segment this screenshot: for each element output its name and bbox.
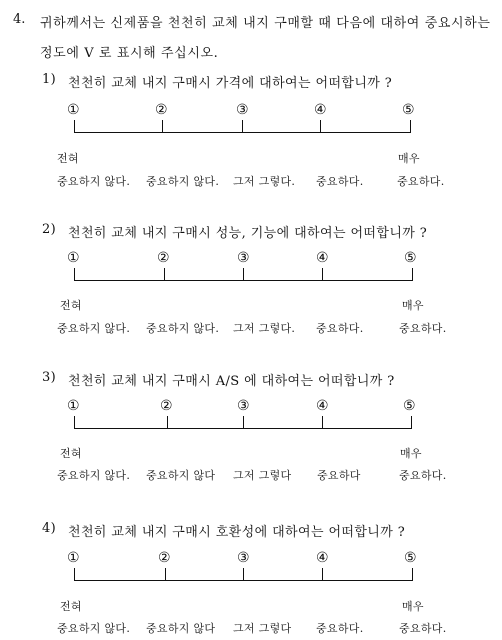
scale-tick [167,416,168,429]
anchor-right-top: 매우 [402,600,424,613]
scale-point-5[interactable]: ⑤ [404,250,417,266]
scale-tick [243,268,244,281]
question-intro-line1: 귀하께서는 신제품을 천천히 교체 내지 구매할 때 다음에 대하여 중요시하는 [40,16,491,31]
item-question: 천천히 교체 내지 구매시 A/S 에 대하여는 어떠합니까 ? [68,374,395,389]
scale-label-5: 중요하다. [399,622,447,635]
scale-tick [322,568,323,581]
item-question: 천천히 교체 내지 구매시 성능, 기능에 대하여는 어떠합니까 ? [68,226,428,241]
scale-label-1: 중요하지 않다. [57,175,131,188]
anchor-right-top: 매우 [402,299,424,312]
scale-label-5: 중요하다. [399,322,447,335]
scale-label-4: 중요하다. [316,175,364,188]
scale-point-1[interactable]: ① [67,550,80,566]
question-number: 4. [13,12,26,27]
scale-point-4[interactable]: ④ [316,550,329,566]
scale-point-4[interactable]: ④ [316,250,329,266]
scale-label-3: 그저 그렇다 [233,622,292,635]
scale-point-2[interactable]: ② [158,550,171,566]
scale-point-1[interactable]: ① [67,398,80,414]
scale-point-5[interactable]: ⑤ [403,398,416,414]
scale-label-1: 중요하지 않다. [57,622,131,635]
scale-label-3: 그저 그렇다. [233,322,296,335]
scale-point-2[interactable]: ② [155,102,168,118]
scale-label-3: 그저 그렇다. [233,175,296,188]
scale-point-5[interactable]: ⑤ [404,550,417,566]
scale-tick [74,416,75,429]
scale-point-3[interactable]: ③ [237,398,250,414]
scale-tick [164,268,165,281]
scale-label-5: 중요하다. [399,469,447,482]
scale-label-2: 중요하지 않다. [146,322,220,335]
item-number: 4) [42,521,57,536]
anchor-left-top: 전혀 [60,299,82,312]
anchor-left-top: 전혀 [60,447,82,460]
scale-tick [411,416,412,429]
scale-tick [74,568,75,581]
scale-tick [412,568,413,581]
anchor-left-top: 전혀 [57,152,79,165]
scale-label-3: 그저 그렇다 [233,469,292,482]
scale-point-2[interactable]: ② [160,398,173,414]
scale-label-2: 중요하지 않다 [146,622,216,635]
scale-tick [322,416,323,429]
scale-point-5[interactable]: ⑤ [402,102,415,118]
scale-tick [242,120,243,133]
scale-point-3[interactable]: ③ [237,550,250,566]
scale-tick [165,568,166,581]
scale-point-3[interactable]: ③ [236,102,249,118]
scale-tick [74,268,75,281]
item-number: 1) [42,72,57,87]
item-question: 천천히 교체 내지 구매시 호환성에 대하여는 어떠합니까 ? [68,525,406,540]
scale-tick [410,120,411,133]
scale-point-3[interactable]: ③ [237,250,250,266]
item-number: 2) [42,222,57,237]
scale-label-1: 중요하지 않다. [57,322,131,335]
anchor-right-top: 매우 [398,152,420,165]
scale-point-1[interactable]: ① [67,102,80,118]
scale-tick [243,416,244,429]
scale-tick [243,568,244,581]
scale-tick [320,120,321,133]
anchor-left-top: 전혀 [60,600,82,613]
scale-tick [412,268,413,281]
scale-tick [74,120,75,133]
anchor-right-top: 매우 [400,447,422,460]
scale-label-4: 중요하다. [316,322,364,335]
scale-label-5: 중요하다. [397,175,445,188]
scale-point-4[interactable]: ④ [316,398,329,414]
scale-tick [322,268,323,281]
scale-label-4: 중요하다 [317,469,361,482]
question-intro-line2: 정도에 V 로 표시해 주십시오. [40,46,219,61]
item-question: 천천히 교체 내지 구매시 가격에 대하여는 어떠합니까 ? [68,76,393,91]
scale-label-4: 중요하다. [316,622,364,635]
scale-label-1: 중요하지 않다. [57,469,131,482]
scale-label-2: 중요하지 않다. [146,175,220,188]
scale-point-1[interactable]: ① [67,250,80,266]
scale-point-4[interactable]: ④ [314,102,327,118]
scale-label-2: 중요하지 않다 [146,469,216,482]
scale-point-2[interactable]: ② [157,250,170,266]
item-number: 3) [42,370,57,385]
scale-tick [162,120,163,133]
